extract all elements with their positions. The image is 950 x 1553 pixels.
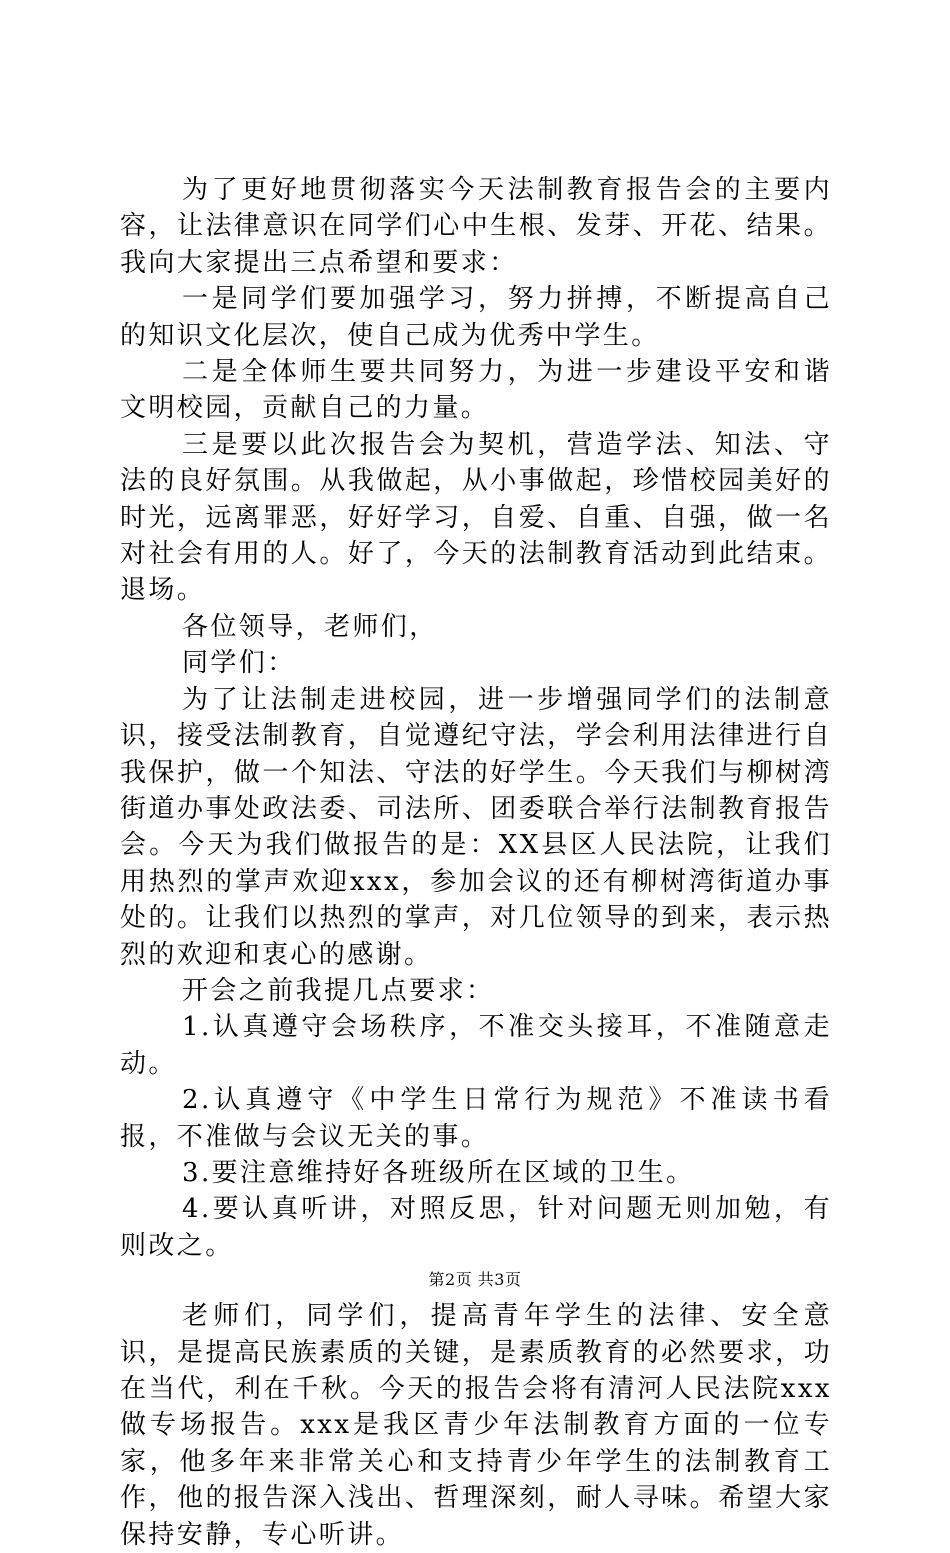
list-item: 2.认真遵守《中学生日常行为规范》不准读书看报，不准做与会议无关的事。: [120, 1085, 832, 1152]
list-item: 4.要认真听讲，对照反思，针对问题无则加勉，有则改之。: [120, 1194, 832, 1261]
salutation: 各位领导，老师们，: [182, 611, 438, 642]
paragraph: 开会之前我提几点要求：: [182, 975, 495, 1006]
paragraph: 二是全体师生要共同努力，为进一步建设平安和谐文明校园，贡献自己的力量。: [120, 357, 832, 424]
paragraph: 为了更好地贯彻落实今天法制教育报告会的主要内容，让法律意识在同学们心中生根、发芽、开花、结果。我向大家提出三点希望和要求：: [120, 175, 832, 278]
page-number-footer: 第2页 共3页: [428, 1270, 522, 1289]
paragraph: 老师们，同学们，提高青年学生的法律、安全意识，是提高民族素质的关键，是素质教育的必然要求，功在当代，利在千秋。今天的报告会将有清河人民法院xxx做专场报告。xxx是我区青少年法制教育方面的一位专家，他多年来非常关心和支持青少年学生的法制教育工作，他的报告深入浅出、哲理深刻，耐人寻味。希望大家保持安静，专心听讲。: [120, 1301, 832, 1550]
paragraph: 一是同学们要加强学习，努力拼搏，不断提高自己的知识文化层次，使自己成为优秀中学生。: [120, 284, 832, 351]
salutation: 同学们：: [182, 648, 296, 679]
paragraph: 三是要以此次报告会为契机，营造学法、知法、守法的良好氛围。从我做起，从小事做起，珍惜校园美好的时光，远离罪恶，好好学习，自爱、自重、自强，做一名对社会有用的人。好了，今天的法制教育活动到此结束。退场。: [120, 429, 832, 606]
document-body: [120, 172, 832, 1553]
paragraph: 为了让法制走进校园，进一步增强同学们的法制意识，接受法制教育，自觉遵纪守法，学会利用法律进行自我保护，做一个知法、守法的好学生。今天我们与柳树湾街道办事处政法委、司法所、团委联合举行法制教育报告会。今天为我们做报告的是：XX县区人民法院，让我们用热烈的掌声欢迎xxx，参加会议的还有柳树湾街道办事处的。让我们以热烈的掌声，对几位领导的到来，表示热烈的欢迎和衷心的感谢。: [120, 684, 832, 970]
list-item: 3.要注意维持好各班级所在区域的卫生。: [182, 1157, 695, 1188]
list-item: 1.认真遵守会场秩序，不准交头接耳，不准随意走动。: [120, 1012, 832, 1079]
